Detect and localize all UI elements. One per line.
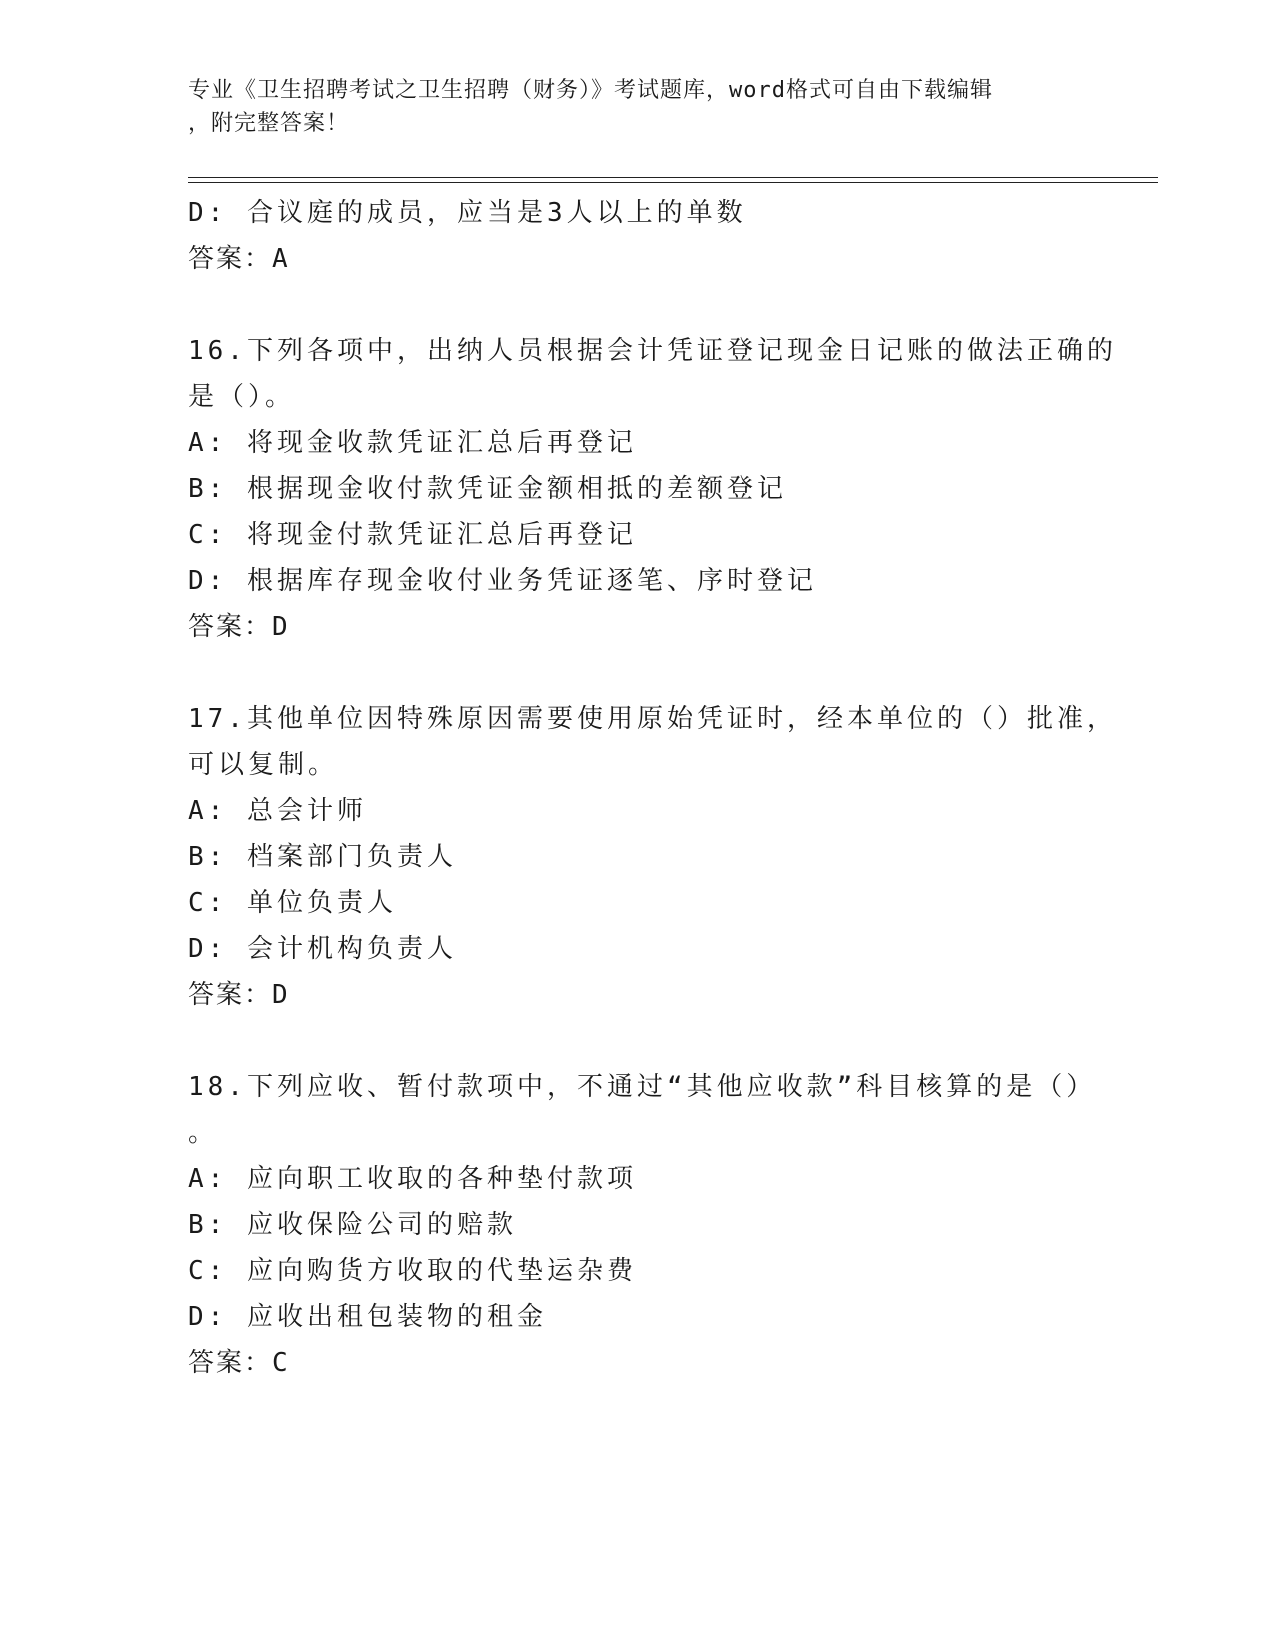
- header-divider: [188, 177, 1158, 183]
- question-16: [188, 328, 1117, 650]
- option-b: B: 根据现金收付款凭证金额相抵的差额登记: [188, 474, 787, 504]
- option-b: B: 应收保险公司的赔款: [188, 1210, 517, 1240]
- option-a: A: 总会计师: [188, 796, 367, 826]
- question-18: [188, 1064, 1097, 1386]
- header-line-2: ，附完整答案！: [188, 111, 350, 136]
- question-content: [188, 190, 1117, 1386]
- question-stem: 16.下列各项中，出纳人员根据会计凭证登记现金日记账的做法正确的: [188, 336, 1117, 366]
- answer: 答案：D: [188, 612, 290, 642]
- answer: 答案：C: [188, 1348, 290, 1378]
- option-d: D: 会计机构负责人: [188, 934, 457, 964]
- answer: 答案：D: [188, 980, 290, 1010]
- question-stem-continued: 是（）。: [188, 382, 296, 412]
- previous-question-tail: [188, 190, 1088, 282]
- option-d: D: 合议庭的成员，应当是3人以上的单数: [188, 198, 747, 228]
- option-d: D: 应收出租包装物的租金: [188, 1302, 547, 1332]
- question-stem: 18.下列应收、暂付款项中，不通过“其他应收款”科目核算的是（）: [188, 1072, 1097, 1102]
- option-a: A: 将现金收款凭证汇总后再登记: [188, 428, 637, 458]
- document-header: [188, 74, 1068, 140]
- answer: 答案：A: [188, 244, 290, 274]
- option-c: C: 应向购货方收取的代垫运杂费: [188, 1256, 637, 1286]
- option-c: C: 单位负责人: [188, 888, 397, 918]
- option-a: A: 应向职工收取的各种垫付款项: [188, 1164, 637, 1194]
- header-line-1: 专业《卫生招聘考试之卫生招聘（财务）》考试题库，word格式可自由下载编辑: [188, 78, 993, 103]
- question-stem-continued: 。: [188, 1118, 219, 1148]
- question-stem: 17.其他单位因特殊原因需要使用原始凭证时，经本单位的（）批准，: [188, 704, 1117, 734]
- question-17: [188, 696, 1117, 1018]
- question-stem-continued: 可以复制。: [188, 750, 339, 780]
- option-b: B: 档案部门负责人: [188, 842, 457, 872]
- option-c: C: 将现金付款凭证汇总后再登记: [188, 520, 637, 550]
- option-d: D: 根据库存现金收付业务凭证逐笔、序时登记: [188, 566, 817, 596]
